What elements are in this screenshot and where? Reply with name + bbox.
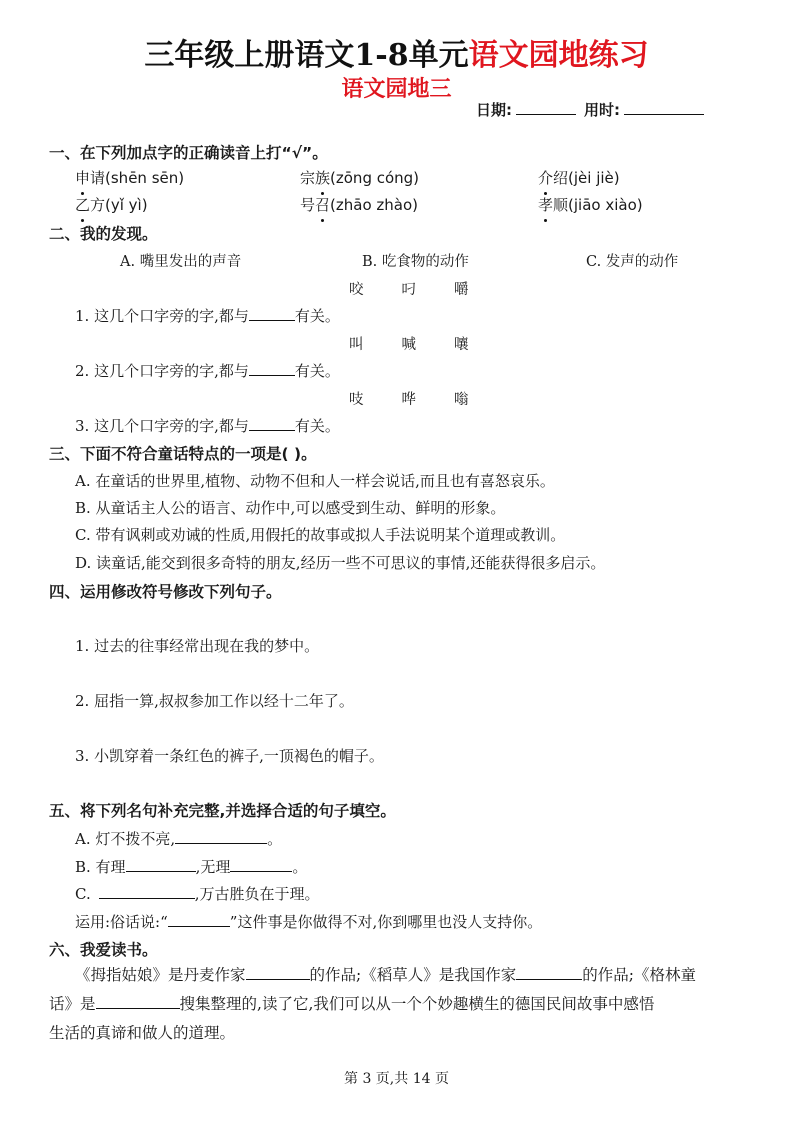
q1-item-3-dot-char: 介 <box>538 169 554 187</box>
time-blank[interactable] <box>624 100 704 115</box>
q1-item-1 <box>75 167 184 188</box>
q2-char: 嚼 <box>454 282 469 298</box>
q1-heading: 一、在下列加点字的正确读音上打“√”。 <box>49 144 328 162</box>
q6-p1-b: 的作品;《稻草人》是我国作家 <box>309 966 517 984</box>
q5-use-post: ”这件事是你做得不对,你到哪里也没人支持你。 <box>229 913 543 931</box>
q5-c-pre: C. <box>75 885 91 903</box>
q4-heading: 四、运用修改符号修改下列句子。 <box>49 583 282 601</box>
q5-line-a <box>75 828 282 849</box>
q6-p2-a: 话》是 <box>49 995 96 1013</box>
q2-blank-3[interactable] <box>249 416 295 431</box>
q1-item-5-pre: 号 <box>300 196 316 214</box>
page-footer: 第 3 页,共 14 页 <box>344 1071 449 1087</box>
q5-b-post: 。 <box>292 858 308 876</box>
q6-heading: 六、我爱读书。 <box>49 941 158 959</box>
q2-char: 喊 <box>401 337 416 353</box>
q2-heading: 二、我的发现。 <box>49 225 158 243</box>
q5-blank-use[interactable] <box>168 912 230 927</box>
q5-use-pre: 运用:俗话说:“ <box>75 913 168 931</box>
q2-char: 咬 <box>349 282 364 298</box>
q1-item-1-dot-char: 申 <box>75 169 91 187</box>
q3-option-c[interactable]: C. 带有讽刺或劝诫的性质,用假托的故事或拟人手法说明某个道理或教训。 <box>75 526 566 544</box>
date-blank[interactable] <box>516 100 576 115</box>
q5-blank-a[interactable] <box>175 829 267 844</box>
q2-sentence-2-post: 有关。 <box>294 362 340 380</box>
q2-sentence-2 <box>75 360 340 381</box>
q3-option-b[interactable]: B. 从童话主人公的语言、动作中,可以感受到生动、鲜明的形象。 <box>75 499 506 517</box>
q5-b-mid: ,无理 <box>195 858 231 876</box>
q2-blank-2[interactable] <box>249 361 295 376</box>
q3-option-a[interactable]: A. 在童话的世界里,植物、动物不但和人一样会说话,而且也有喜怒哀乐。 <box>75 472 555 490</box>
q6-paragraph-line-3: 生活的真谛和做人的道理。 <box>49 1024 236 1042</box>
q4-sentence-2: 2. 屈指一算,叔叔参加工作以经十二年了。 <box>75 692 354 710</box>
q2-group-1-chars <box>349 278 469 299</box>
section-subtitle: 语文园地三 <box>341 76 452 102</box>
q1-item-5-reading[interactable]: (zhāo zhào) <box>330 196 419 214</box>
q2-char: 吱 <box>349 392 364 408</box>
q2-char: 哗 <box>401 392 416 408</box>
q5-blank-b2[interactable] <box>230 857 292 872</box>
q5-a-pre: A. 灯不拨不亮, <box>75 830 176 848</box>
q1-item-6 <box>538 194 643 215</box>
q6-paragraph-line-2 <box>49 990 741 1019</box>
q1-item-6-dot-char: 孝 <box>538 196 554 214</box>
q1-item-4 <box>75 194 148 215</box>
q5-usage-line <box>75 911 542 932</box>
q6-blank-2[interactable] <box>516 965 582 980</box>
q6-blank-1[interactable] <box>246 965 310 980</box>
q5-line-b <box>75 856 307 877</box>
time-label: 用时: <box>584 101 620 119</box>
q1-item-5 <box>300 194 418 215</box>
q1-item-5-dot-char: 召 <box>315 196 331 214</box>
date-label: 日期: <box>476 101 512 119</box>
q1-item-3-reading[interactable]: 绍(jèi jiè) <box>553 169 620 187</box>
q2-group-3-chars <box>349 388 469 409</box>
q5-b-pre: B. 有理 <box>75 858 126 876</box>
q6-p1-c: 的作品;《格林童 <box>582 966 696 984</box>
q1-item-6-reading[interactable]: 顺(jiāo xiào) <box>553 196 643 214</box>
q5-blank-c[interactable] <box>99 884 195 899</box>
q4-sentence-3: 3. 小凯穿着一条红色的裤子,一顶褐色的帽子。 <box>75 747 384 765</box>
q6-paragraph-line-1 <box>75 961 767 990</box>
q1-item-4-reading[interactable]: 方(yǐ yì) <box>90 196 148 214</box>
q5-a-post: 。 <box>267 830 283 848</box>
q1-item-2 <box>300 167 419 188</box>
q1-item-4-dot-char: 乙 <box>75 196 91 214</box>
q3-option-d[interactable]: D. 读童话,能交到很多奇特的朋友,经历一些不可思议的事情,还能获得很多启示。 <box>75 554 606 572</box>
q1-item-2-reading[interactable]: (zōng cóng) <box>330 169 420 187</box>
title-black: 三年级上册语文1-8单元 <box>144 38 469 73</box>
q2-sentence-3-post: 有关。 <box>294 417 340 435</box>
q6-p1-a: 《拇指姑娘》是丹麦作家 <box>75 966 246 984</box>
q2-blank-1[interactable] <box>249 306 295 321</box>
date-time-line <box>476 99 712 120</box>
page-title <box>0 30 793 74</box>
q1-item-1-reading[interactable]: 请(shēn sēn) <box>90 169 185 187</box>
q5-c-post: ,万古胜负在于理。 <box>194 885 320 903</box>
q1-item-2-pre: 宗 <box>300 169 316 187</box>
title-red: 语文园地练习 <box>468 38 649 73</box>
q2-sentence-3-pre: 3. 这几个口字旁的字,都与 <box>75 417 249 435</box>
q6-blank-3[interactable] <box>96 994 180 1009</box>
q6-p2-b: 搜集整理的,读了它,我们可以从一个个妙趣横生的德国民间故事中感悟 <box>179 995 655 1013</box>
q2-char: 叼 <box>401 282 416 298</box>
q3-heading: 三、下面不符合童话特点的一项是( )。 <box>49 445 317 463</box>
q2-option-a: A. 嘴里发出的声音 <box>120 254 242 270</box>
q2-sentence-1 <box>75 305 340 326</box>
q1-item-3 <box>538 167 620 188</box>
q2-char: 嚷 <box>454 337 469 353</box>
q2-sentence-1-post: 有关。 <box>294 307 340 325</box>
q2-group-2-chars <box>349 333 469 354</box>
q2-sentence-1-pre: 1. 这几个口字旁的字,都与 <box>75 307 249 325</box>
q1-item-2-dot-char: 族 <box>315 169 331 187</box>
q2-char: 叫 <box>349 337 364 353</box>
q5-heading: 五、将下列名句补充完整,并选择合适的句子填空。 <box>49 802 396 820</box>
q2-option-b: B. 吃食物的动作 <box>362 254 469 270</box>
q5-line-c <box>75 883 320 904</box>
q5-blank-b1[interactable] <box>126 857 196 872</box>
q2-char: 嗡 <box>454 392 469 408</box>
q4-sentence-1: 1. 过去的往事经常出现在我的梦中。 <box>75 637 320 655</box>
q2-sentence-3 <box>75 415 340 436</box>
q2-sentence-2-pre: 2. 这几个口字旁的字,都与 <box>75 362 249 380</box>
q2-option-c: C. 发声的动作 <box>586 254 679 270</box>
